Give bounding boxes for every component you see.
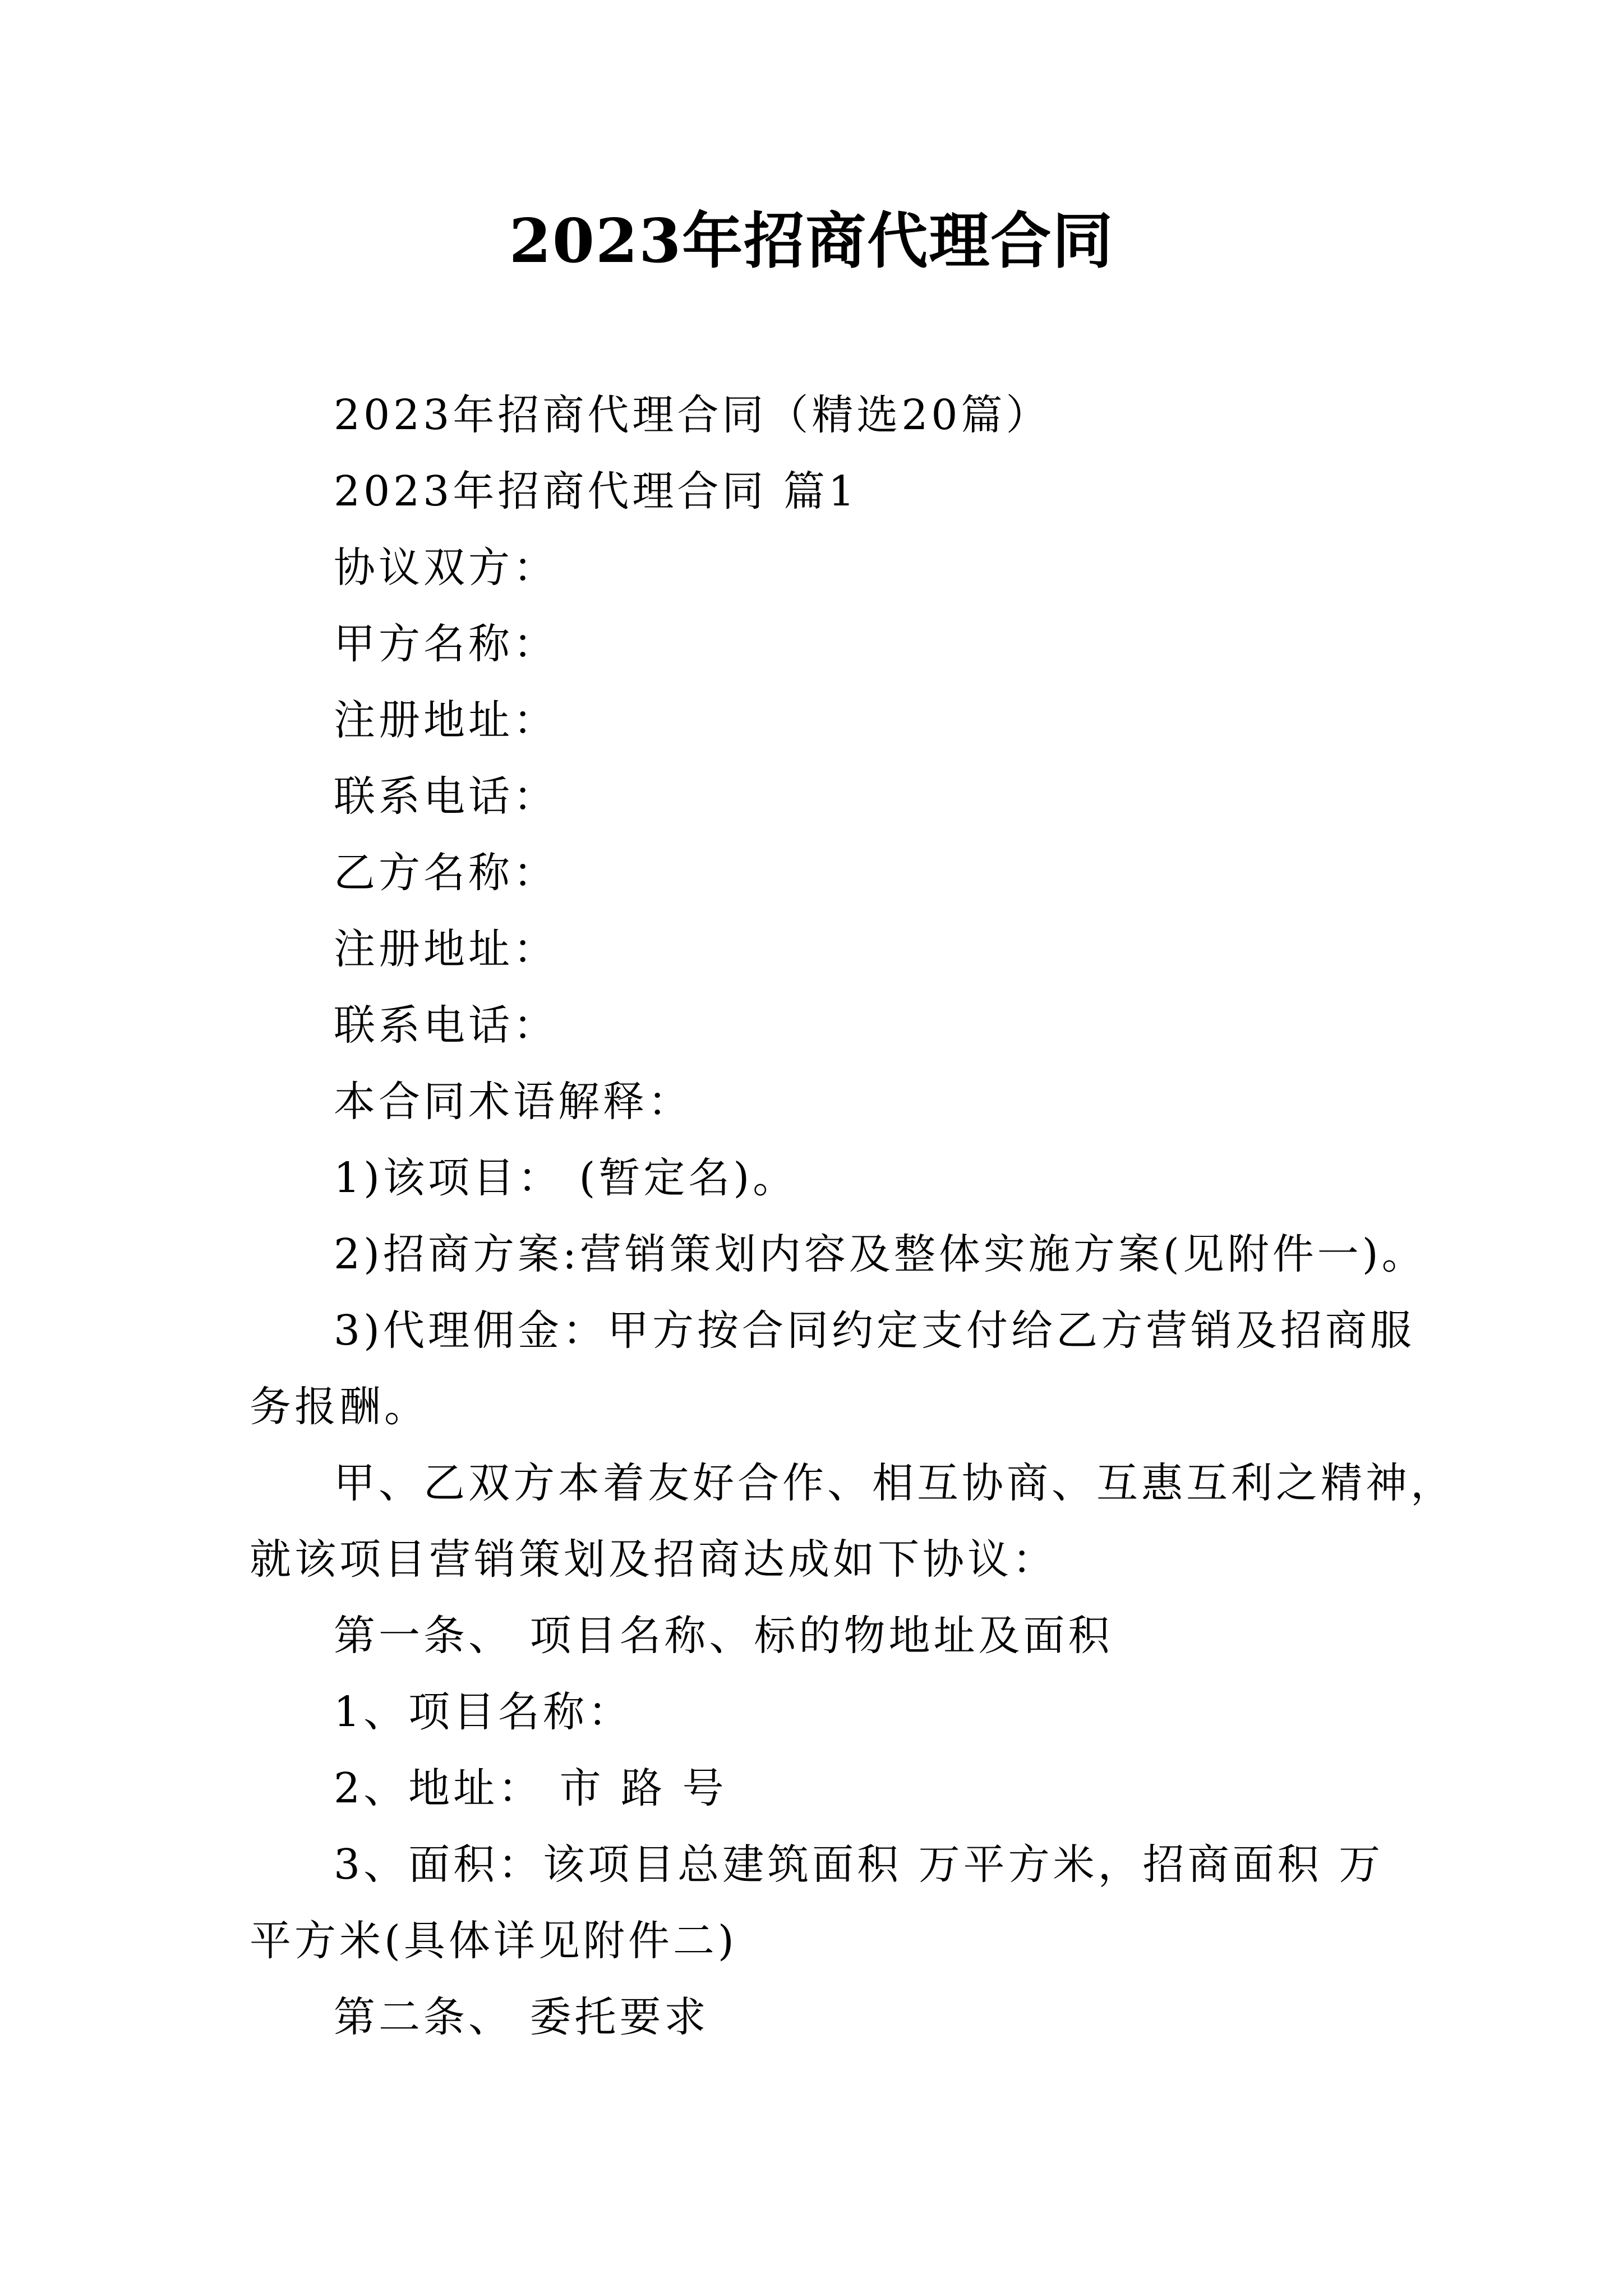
- text-line: 协议双方：: [334, 544, 558, 592]
- text-line: 第二条、 委托要求: [334, 1993, 709, 2041]
- text-line: 3、面积：该项目总建筑面积 万平方米，招商面积 万: [334, 1841, 1384, 1889]
- text-line: 2023年招商代理合同 篇1: [334, 467, 858, 516]
- text-line: 2)招商方案:营销策划内容及整体实施方案(见附件一)。: [334, 1230, 1427, 1278]
- text-line: 乙方名称：: [334, 849, 558, 897]
- text-line: 甲、乙双方本着友好合作、相互协商、互惠互利之精神，: [334, 1459, 1455, 1507]
- text-line: 1)该项目： (暂定名)。: [334, 1154, 798, 1202]
- text-line: 平方米(具体详见附件二): [250, 1917, 737, 1965]
- text-line: 1、项目名称：: [334, 1688, 633, 1736]
- text-line: 2、地址： 市 路 号: [334, 1764, 727, 1812]
- text-line: 注册地址：: [334, 925, 558, 973]
- text-line: 第一条、 项目名称、标的物地址及面积: [334, 1612, 1113, 1660]
- document-title: 2023年招商代理合同: [509, 206, 1114, 277]
- text-line: 务报酬。: [250, 1383, 429, 1431]
- text-line: 3)代理佣金：甲方按合同约定支付给乙方营销及招商服: [334, 1306, 1415, 1355]
- text-line: 甲方名称：: [334, 620, 558, 668]
- text-line: 注册地址：: [334, 696, 558, 744]
- text-line: 就该项目营销策划及招商达成如下协议：: [250, 1535, 1057, 1584]
- text-line: 2023年招商代理合同（精选20篇）: [334, 391, 1051, 439]
- text-line: 本合同术语解释：: [334, 1078, 693, 1126]
- text-line: 联系电话：: [334, 772, 558, 821]
- text-line: 联系电话：: [334, 1001, 558, 1050]
